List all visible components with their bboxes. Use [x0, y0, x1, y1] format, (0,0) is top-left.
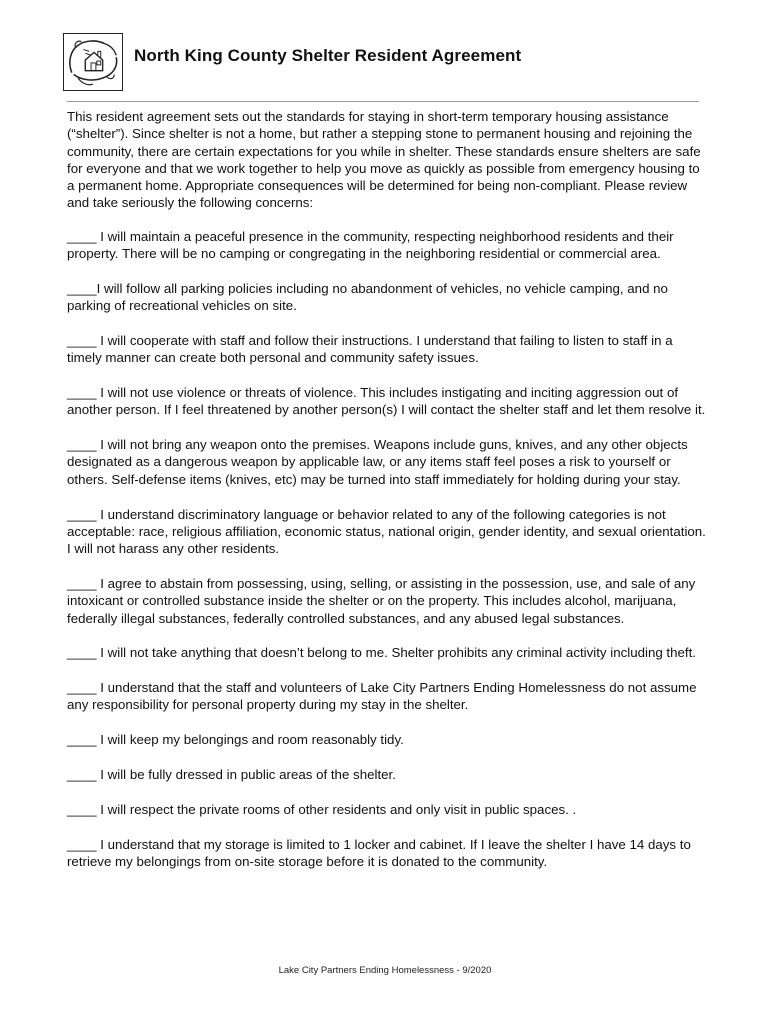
agreement-item: ____ I agree to abstain from possessing, using, selling, or assisting in the possession, use, and sale of any intoxicant or controlled substance inside the shelter or on the property. This includes alcohol, marijuana, federally illegal substances, federally controlled substances, and any abused legal substances.: [67, 575, 696, 626]
agreement-item: ____ I will not bring any weapon onto the premises. Weapons include guns, knives, and any other objects designated as a dangerous weapon by applicable law, or any items staff feel poses a risk to yourself or others. Self-defense items (knives, etc) may be turned into staff immediately for holding during your stay.: [67, 437, 688, 487]
agreement-item: ____I will follow all parking policies including no abandonment of vehicles, no vehicle camping, and no parking of recreational vehicles on site.: [67, 280, 668, 314]
agreement-item: ____ I will keep my belongings and room reasonably tidy.: [67, 732, 404, 748]
agreement-item: ____ I will not take anything that doesn’t belong to me. Shelter prohibits any criminal activity including theft.: [67, 645, 696, 661]
agreement-item: ____ I will be fully dressed in public areas of the shelter.: [67, 767, 396, 783]
agreement-item: ____ I understand that my storage is limited to 1 locker and cabinet. If I leave the shelter I have 14 days to retrieve my belongings from on-site storage before it is donated to the community.: [67, 836, 691, 869]
agreement-item: ____ I will maintain a peaceful presence in the community, respecting neighborhood residents and their property. There will be no camping or congregating in the neighboring residential or commercial area.: [67, 228, 674, 262]
agreement-body: [67, 108, 707, 870]
agreement-item: ____ I understand discriminatory language or behavior related to any of the following categories is not acceptable: race, religious affiliation, economic status, national origin, gender identity, and sexual orientation. I will not harass any other residents.: [67, 506, 706, 557]
intro-paragraph: This resident agreement sets out the standards for staying in short-term temporary housing assistance (“shelter”). Since shelter is not a home, but rather a stepping stone to permanent housing and rejoining the community, there are certain expectations for you while in shelter. These standards ensure shelters are safe for everyone and that we work together to help you move as quickly as possible from emergency housing to a permanent home. Appropriate consequences will be determined for being non-compliant. Please review and take seriously the following concerns:: [67, 109, 701, 211]
document-title: North King County Shelter Resident Agreement: [134, 46, 522, 65]
page-footer: Lake City Partners Ending Homelessness - 9/2020: [278, 965, 492, 976]
agreement-item: ____ I will cooperate with staff and follow their instructions. I understand that failing to listen to staff in a timely manner can create both personal and community safety issues.: [67, 332, 673, 366]
hands-holding-house-icon: [63, 33, 123, 91]
agreement-item: ____ I understand that the staff and volunteers of Lake City Partners Ending Homelessness do not assume any responsibility for personal property during my stay in the shelter.: [67, 680, 697, 713]
agreement-item: ____ I will respect the private rooms of other residents and only visit in public spaces. .: [67, 801, 577, 817]
title-divider: [67, 101, 699, 102]
agreement-item: ____ I will not use violence or threats of violence. This includes instigating and inciting aggression out of another person. If I feel threatened by another person(s) I will contact the shelter staff and let them resolve it.: [67, 385, 706, 418]
